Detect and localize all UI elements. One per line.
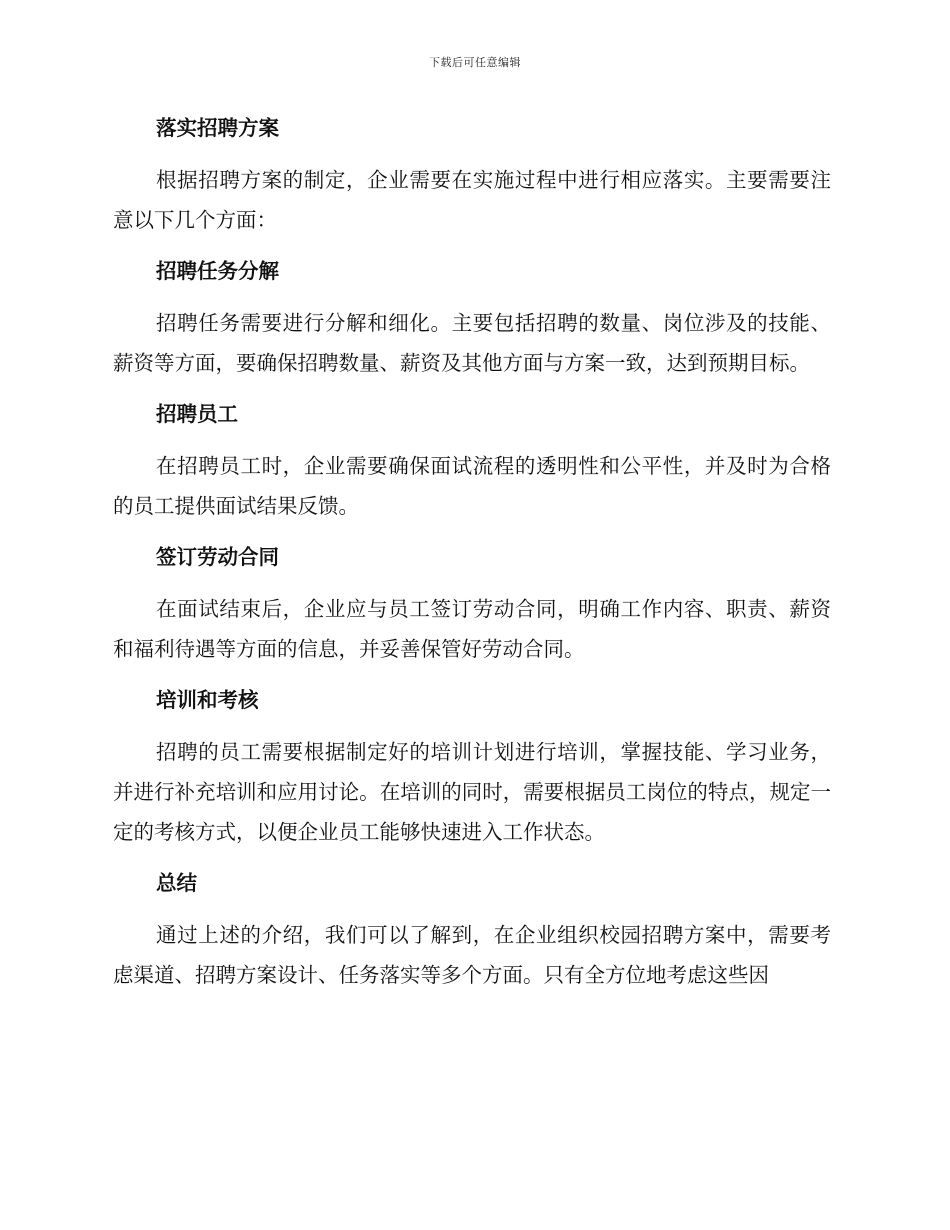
section-paragraph-training: 招聘的员工需要根据制定好的培训计划进行培训，掌握技能、学习业务，并进行补充培训和应用讨论。在培训的同时，需要根据员工岗位的特点，规定一定的考核方式，以便企业员工能够快速进入工作状态。 (113, 740, 831, 844)
section-heading-summary: 总结 (156, 871, 197, 895)
page-header: 下载后可任意编辑 (429, 56, 521, 69)
section-paragraph-task-breakdown: 招聘任务需要进行分解和细化。主要包括招聘的数量、岗位涉及的技能、薪资等方面，要确保招聘数量、薪资及其他方面与方案一致，达到预期目标。 (113, 311, 831, 375)
section-heading-training: 培训和考核 (156, 688, 259, 712)
section-paragraph-implement-plan: 根据招聘方案的制定，企业需要在实施过程中进行相应落实。主要需要注意以下几个方面： (113, 168, 831, 232)
section-paragraph-recruit-staff: 在招聘员工时，企业需要确保面试流程的透明性和公平性，并及时为合格的员工提供面试结果反馈。 (113, 454, 831, 518)
section-heading-task-breakdown: 招聘任务分解 (156, 259, 279, 283)
section-heading-implement-plan: 落实招聘方案 (156, 116, 279, 140)
document-body (113, 108, 831, 995)
section-heading-labor-contract: 签订劳动合同 (156, 545, 279, 569)
section-paragraph-labor-contract: 在面试结束后，企业应与员工签订劳动合同，明确工作内容、职责、薪资和福利待遇等方面的信息，并妥善保管好劳动合同。 (113, 597, 831, 661)
section-paragraph-summary: 通过上述的介绍，我们可以了解到，在企业组织校园招聘方案中，需要考虑渠道、招聘方案设计、任务落实等多个方面。只有全方位地考虑这些因 (113, 923, 831, 987)
section-heading-recruit-staff: 招聘员工 (156, 402, 238, 426)
